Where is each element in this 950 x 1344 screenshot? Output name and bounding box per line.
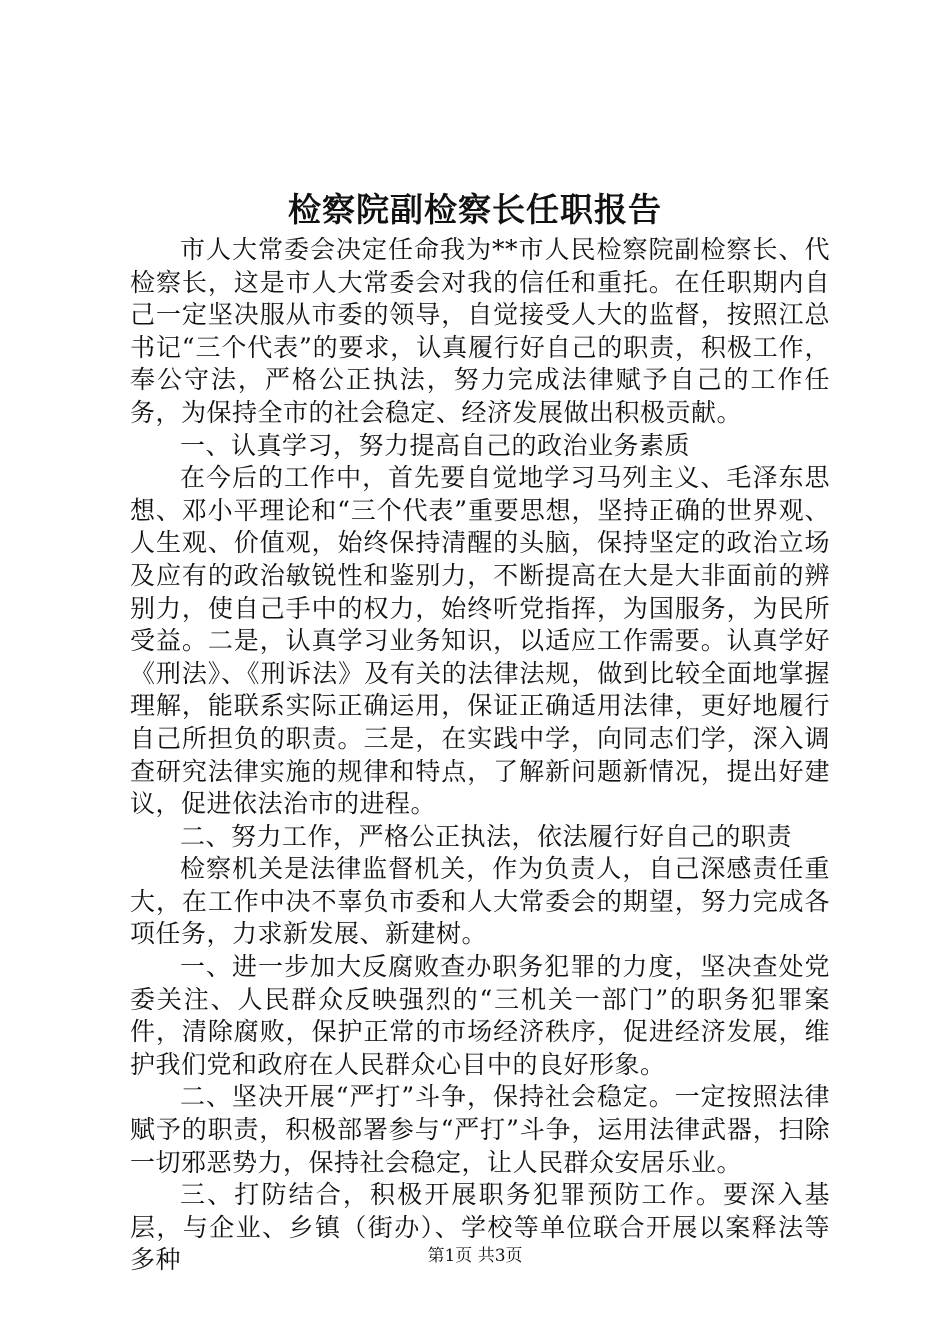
document-body <box>130 234 830 1277</box>
paragraph-study: 在今后的工作中，首先要自觉地学习马列主义、毛泽东思想、邓小平理论和“三个代表”重要思想，坚持正确的世界观、人生观、价值观，始终保持清醒的头脑，保持坚定的政治立场及应有的政治敏锐性和鉴别力，不断提高在大是大非面前的辨别力，使自己手中的权力，始终听党指挥，为国服务，为民所受益。二是，认真学习业务知识，以适应工作需要。认真学好《刑法》、《刑诉法》及有关的法律法规，做到比较全面地掌握理解，能联系实际正确运用，保证正确适用法律，更好地履行自己所担负的职责。三是，在实践中学，向同志们学，深入调查研究法律实施的规律和特点，了解新问题新情况，提出好建议，促进依法治市的进程。 <box>130 463 830 819</box>
paragraph-intro: 市人大常委会决定任命我为**市人民检察院副检察长、代检察长，这是市人大常委会对我的信任和重托。在任职期内自己一定坚决服从市委的领导，自觉接受人大的监督，按照江总书记“三个代表”的要求，认真履行好自己的职责，积极工作，奉公守法，严格公正执法，努力完成法律赋予自己的工作任务，为保持全市的社会稳定、经济发展做出积极贡献。 <box>130 235 830 427</box>
paragraph-work: 检察机关是法律监督机关，作为负责人，自己深感责任重大，在工作中决不辜负市委和人大常委会的期望，努力完成各项任务，力求新发展、新建树。 <box>130 854 830 949</box>
paragraph-anti-corruption: 一、进一步加大反腐败查办职务犯罪的力度，坚决查处党委关注、人民群众反映强烈的“三机关一部门”的职务犯罪案件，清除腐败，保护正常的市场经济秩序，促进经济发展，维护我们党和政府在人民群众心目中的良好形象。 <box>130 952 830 1079</box>
paragraph-strike-hard: 二、坚决开展“严打”斗争，保持社会稳定。一定按照法律赋予的职责，积极部署参与“严打”斗争，运用法律武器，扫除一切邪恶势力，保持社会稳定，让人民群众安居乐业。 <box>130 1082 830 1177</box>
section-heading-study: 一、认真学习，努力提高自己的政治业务素质 <box>180 430 691 460</box>
section-heading-work: 二、努力工作，严格公正执法，依法履行好自己的职责 <box>180 821 793 851</box>
paragraph-prevention: 三、打防结合，积极开展职务犯罪预防工作。要深入基层，与企业、乡镇（街办）、学校等单位联合开展以案释法等多种 <box>130 1180 830 1275</box>
page-number-footer: 第1页 共3页 <box>427 1246 523 1266</box>
document-title: 检察院副检察长任职报告 <box>288 190 662 229</box>
